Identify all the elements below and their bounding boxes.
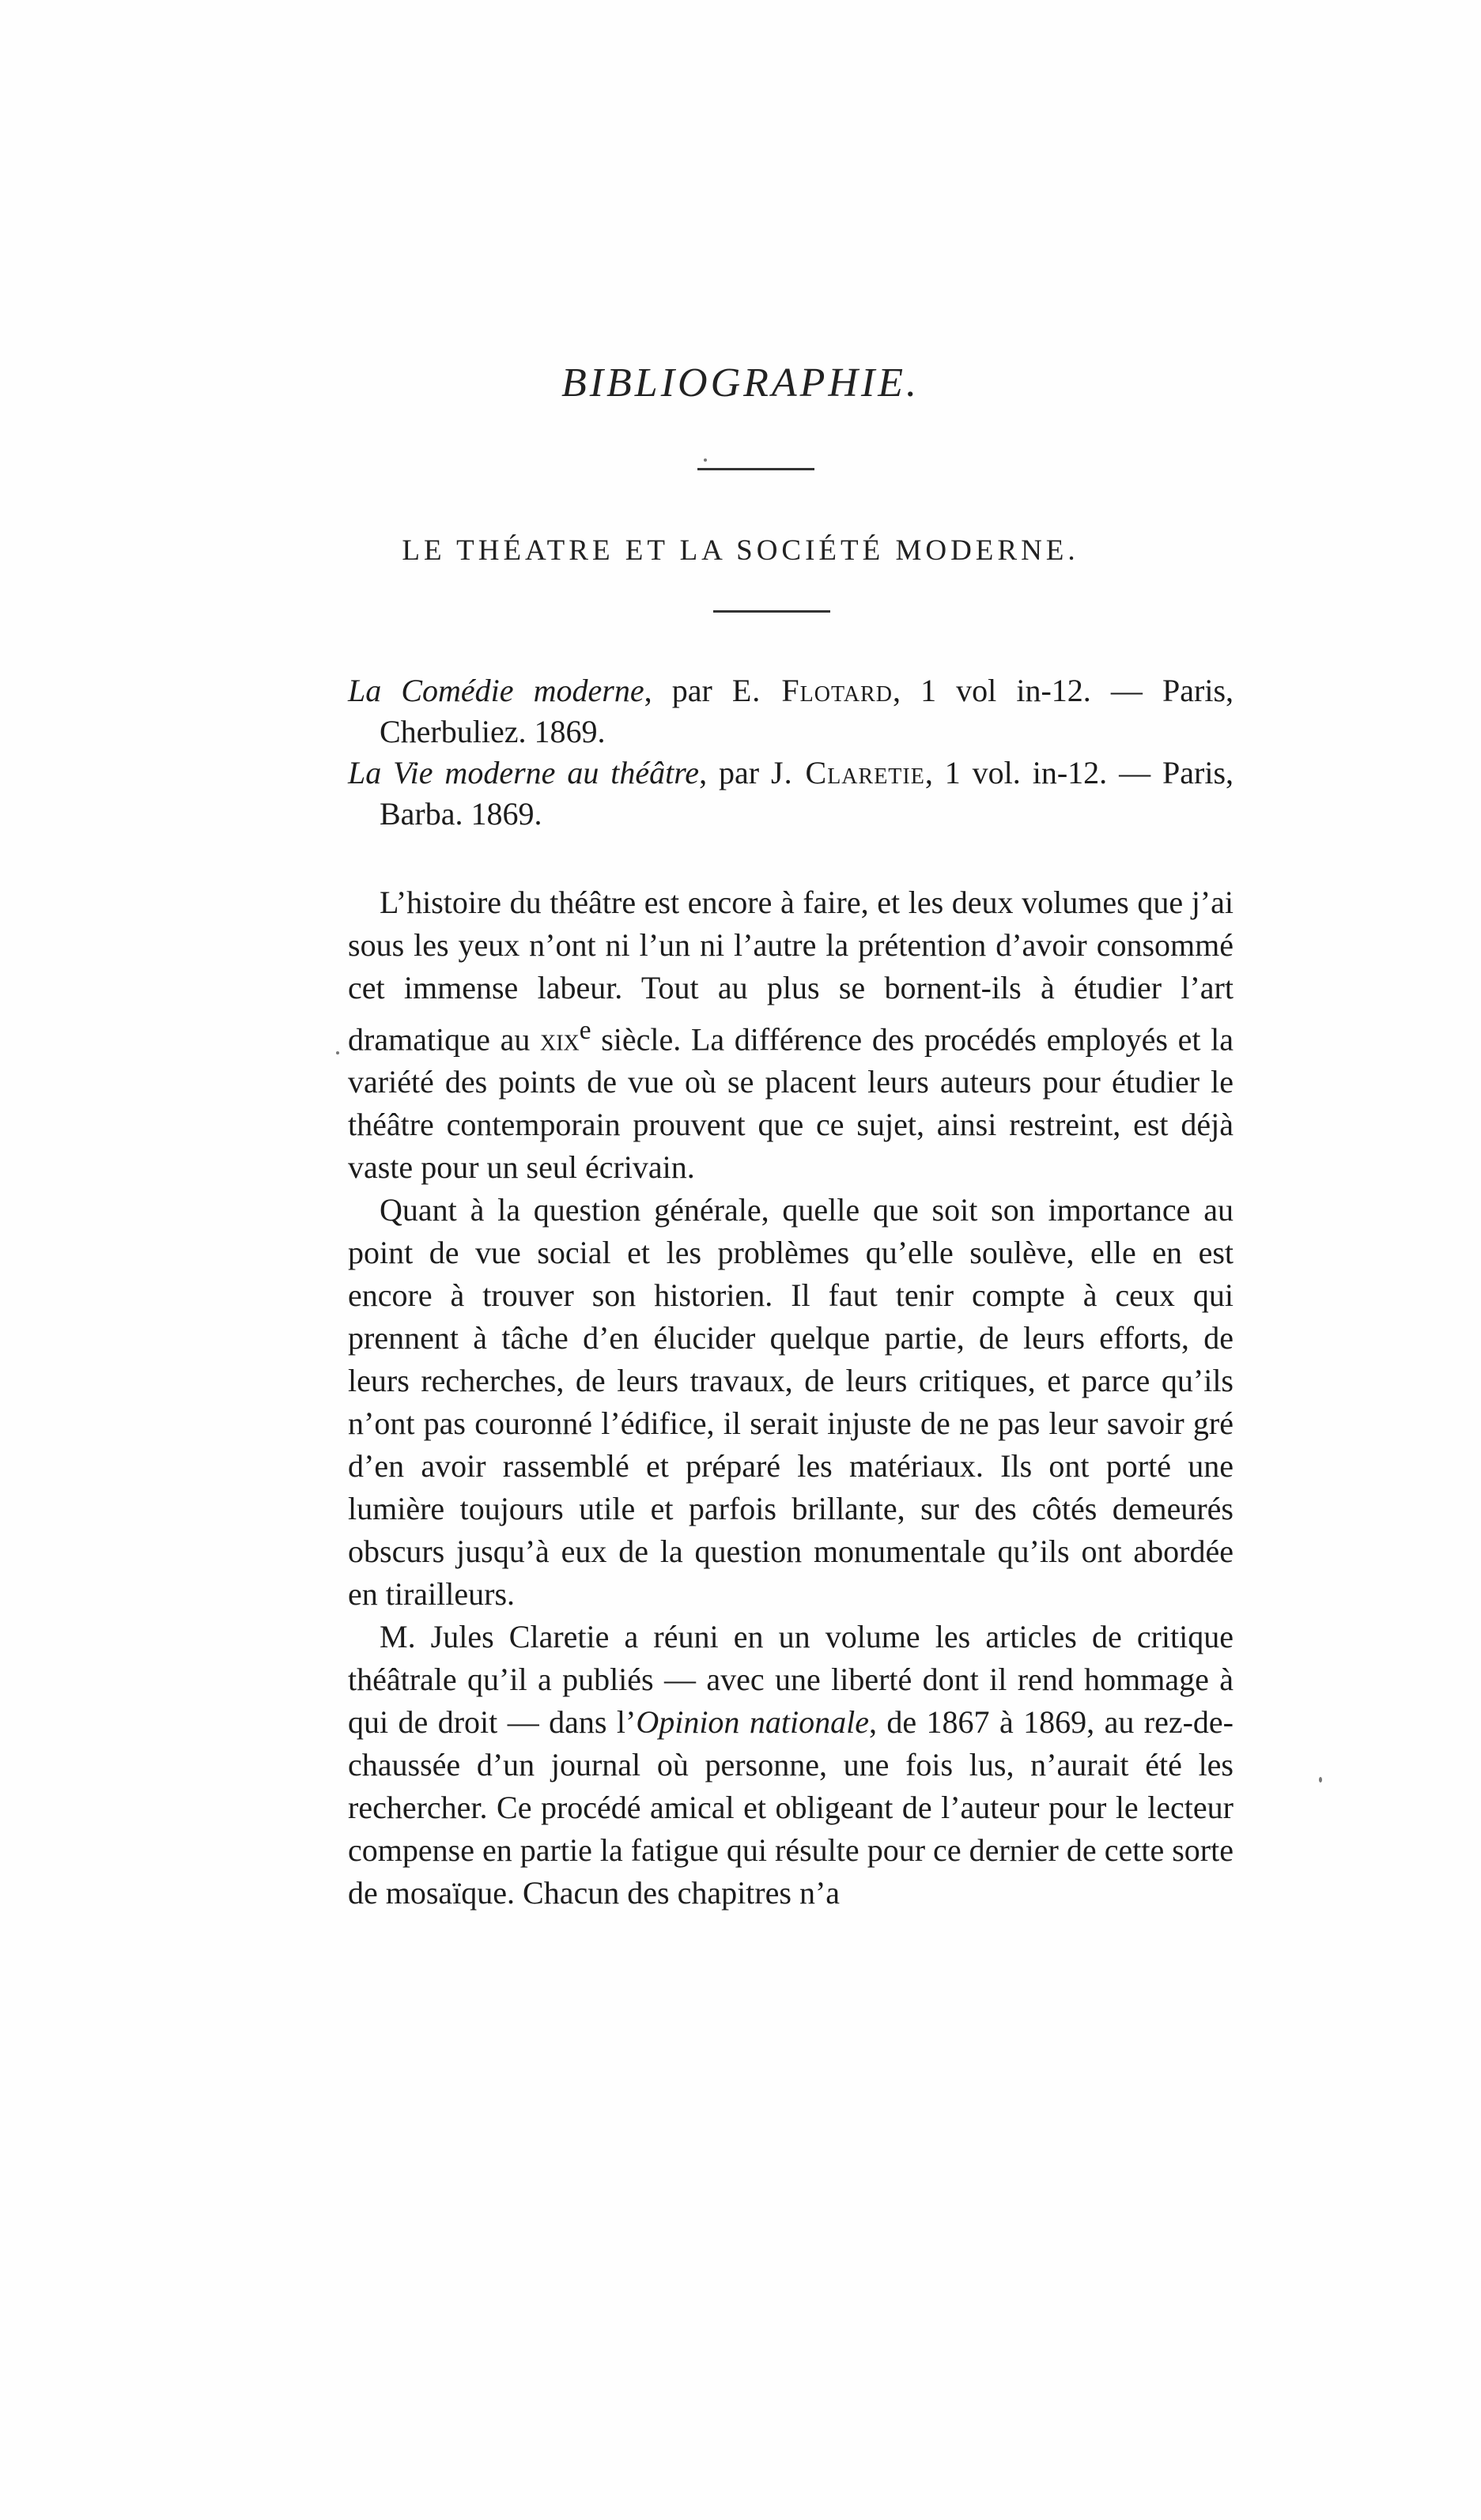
- paragraph-text: siècle. La différence des procédés employés et la variété des points de vue où se placent leurs auteurs pour étudier le théâtre contemporain prouvent que ce sujet, ainsi restreint, est déjà vaste pour un seul écrivain.: [348, 1021, 1234, 1186]
- book-title: La Vie moderne au théâtre: [348, 755, 700, 790]
- bibliography-entry: [348, 670, 1234, 753]
- print-speck: [704, 458, 707, 462]
- ornamental-rule-top: [697, 468, 814, 470]
- book-author: J. Claretie: [771, 755, 925, 790]
- paragraph-text: M. Jules Claretie a réuni en un volume les articles de critique théâtrale qu’il a publiés — avec une liberté dont il rend hommage à qui de droit — dans l’: [348, 1619, 1234, 1741]
- bibliography-list: [348, 670, 1234, 835]
- article-title: LE THÉATRE ET LA SOCIÉTÉ MODERNE.: [402, 534, 1079, 567]
- print-speck: [1319, 1777, 1322, 1782]
- bibliography-entry: [348, 753, 1234, 835]
- paragraph-1: [348, 881, 1234, 1189]
- section-heading: BIBLIOGRAPHIE.: [561, 360, 920, 406]
- book-author: E. Flotard: [731, 673, 893, 708]
- book-details: , 1 vol in-12. — Paris, Cherbuliez. 1869.: [380, 673, 1234, 749]
- newspaper-title: Opinion nationale: [636, 1704, 869, 1741]
- book-details: , 1 vol. in-12. — Paris, Barba. 1869.: [380, 755, 1234, 832]
- print-speck: [336, 1051, 339, 1054]
- paragraph-text: L’histoire du théâtre est encore à faire, et les deux volumes que j’ai sous les yeux n’ont ni l’un ni l’autre la prétention d’avoir consommé cet immense labeur. Tout au plus se bornent-ils à étudier l’art dramatique au: [348, 885, 1234, 1058]
- book-title: La Comédie moderne: [348, 673, 644, 708]
- paragraph-3: [348, 1616, 1234, 1915]
- ornamental-rule-bottom: [713, 610, 830, 613]
- century-numeral: xix: [540, 1021, 580, 1058]
- by-text: , par: [644, 673, 732, 708]
- paragraph-2: Quant à la question générale, quelle que soit son importance au point de vue social et les problèmes qu’elle soulève, elle en est encore à trouver son historien. Il faut tenir compte à ceux qui prennent à tâche d’en élucider quelque partie, de leurs efforts, de leurs recherches, de leurs travaux, de leurs critiques, et parce qu’ils n’ont pas couronné l’édifice, il serait injuste de ne pas leur savoir gré d’en avoir rassemblé et préparé les matériaux. Ils ont porté une lumière toujours utile et parfois brillante, sur des côtés demeurés obscurs jusqu’à eux de la question monumentale qu’ils ont abordée en tirailleurs.: [348, 1192, 1234, 1613]
- by-text: , par: [699, 755, 772, 790]
- paragraph-text: , de 1867 à 1869, au rez-de-chaussée d’un journal où personne, une fois lus, n’aurait été les rechercher. Ce procédé amical et obligeant de l’auteur pour le lecteur compense en partie la fatigue qui résulte pour ce dernier de cette sorte de mosaïque. Chacun des chapitres n’a: [348, 1704, 1234, 1911]
- superscript: e: [579, 1016, 591, 1045]
- article-body: [348, 881, 1234, 1915]
